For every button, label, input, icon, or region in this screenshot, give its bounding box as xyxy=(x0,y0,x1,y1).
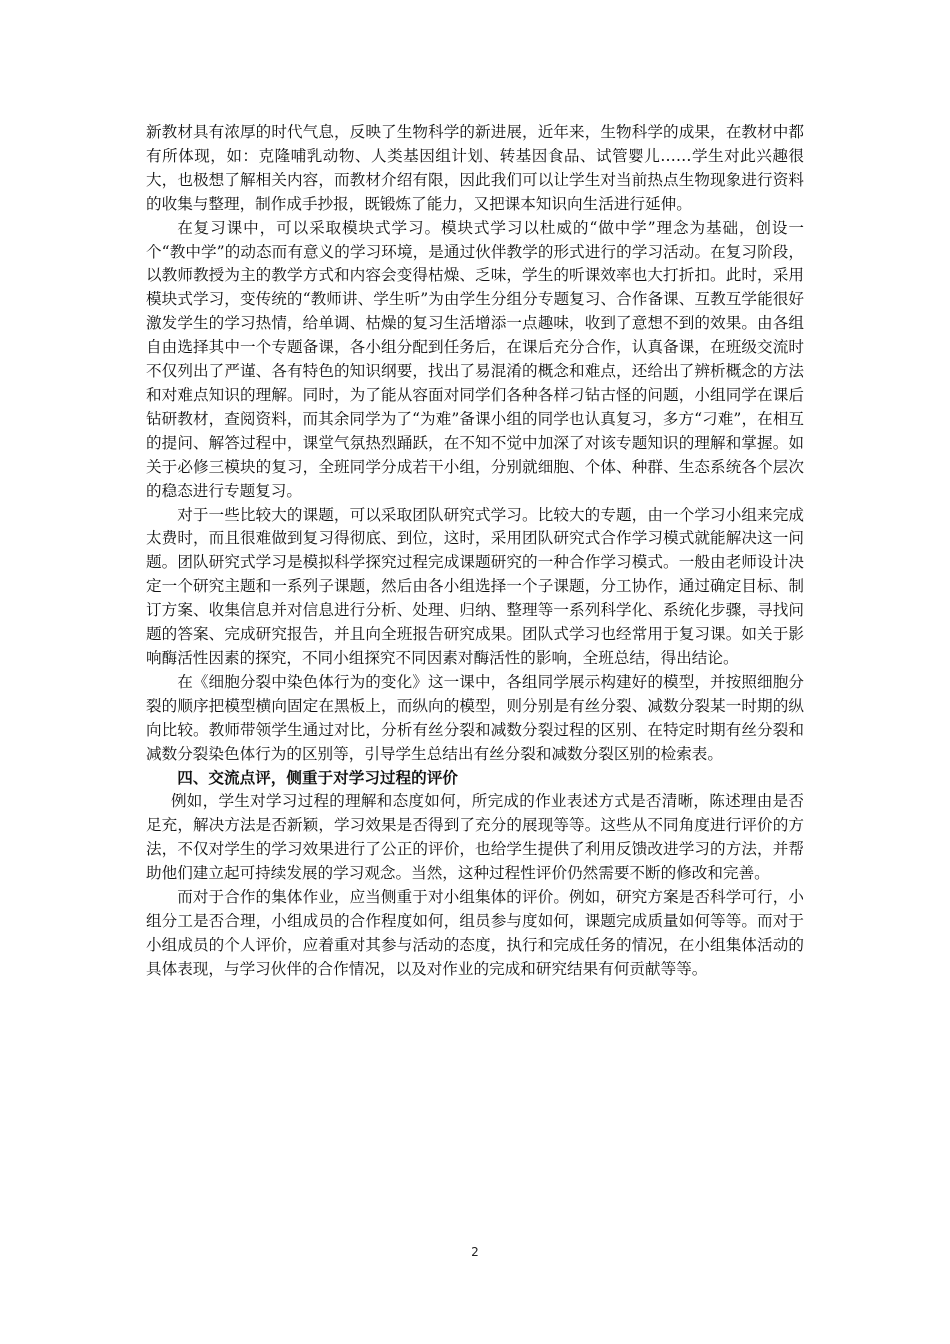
page-number: 2 xyxy=(471,1245,479,1259)
paragraph-hot-topics: 新教材具有浓厚的时代气息，反映了生物科学的新进展，近年来，生物科学的成果，在教材中都有所体现，如：克隆哺乳动物、人类基因组计划、转基因食品、试管婴儿……学生对此兴趣很大，也极想了解相关内容，而教材介绍有限，因此我们可以让学生对当前热点生物现象进行资料的收集与整理，制作成手抄报，既锻炼了能力，又把课本知识向生活进行延伸。 xyxy=(146,123,804,213)
paragraph-module-learning: 在复习课中，可以采取模块式学习。模块式学习以杜威的“做中学”理念为基础，创设一个“教中学”的动态而有意义的学习环境，是通过伙伴教学的形式进行的学习活动。在复习阶段，以教师教授为主的教学方式和内容会变得枯燥、乏味，学生的听课效率也大打折扣。此时，采用模块式学习，变传统的“教师讲、学生听”为由学生分组分专题复习、合作备课、互教互学能很好激发学生的学习热情，给单调、枯燥的复习生活增添一点趣味，收到了意想不到的效果。由各组自由选择其中一个专题备课，各小组分配到任务后，在课后充分合作，认真备课，在班级交流时不仅列出了严谨、各有特色的知识纲要，找出了易混淆的概念和难点，还给出了辨析概念的方法和对难点知识的理解。同时，为了能从容面对同学们各种各样刁钻古怪的问题，小组同学在课后钻研教材，查阅资料，而其余同学为了“为难”备课小组的同学也认真复习，多方“刁难”，在相互的提问、解答过程中，课堂气氛热烈踊跃，在不知不觉中加深了对该专题知识的理解和掌握。如关于必修三模块的复习，全班同学分成若干小组，分别就细胞、个体、种群、生态系统各个层次的稳态进行专题复习。 xyxy=(146,218,804,500)
paragraph-cell-division: 在《细胞分裂中染色体行为的变化》这一课中，各组同学展示构建好的模型，并按照细胞分裂的顺序把模型横向固定在黑板上，而纵向的模型，则分别是有丝分裂、减数分裂某一时期的纵向比较。教师带领学生通过对比，分析有丝分裂和减数分裂过程的区别、在特定时期有丝分裂和减数分裂染色体行为的区别等，引导学生总结出有丝分裂和减数分裂区别的检索表。 xyxy=(146,672,804,763)
paragraph-group-evaluation: 而对于合作的集体作业，应当侧重于对小组集体的评价。例如，研究方案是否科学可行，小组分工是否合理，小组成员的合作程度如何，组员参与度如何，课题完成质量如何等等。而对于小组成员的个人评价，应着重对其参与活动的态度，执行和完成任务的情况，在小组集体活动的具体表现，与学习伙伴的合作情况，以及对作业的完成和研究结果有何贡献等等。 xyxy=(146,888,804,978)
section-heading: 四、交流点评，侧重于对学习过程的评价 xyxy=(177,768,458,788)
document-page xyxy=(146,121,804,982)
paragraph-team-research: 对于一些比较大的课题，可以采取团队研究式学习。比较大的专题，由一个学习小组来完成太费时，而且很难做到复习得彻底、到位，这时，采用团队研究式合作学习模式就能解决这一问题。团队研究式学习是模拟科学探究过程完成课题研究的一种合作学习模式。一般由老师设计决定一个研究主题和一系列子课题，然后由各小组选择一个子课题，分工协作，通过确定目标、制订方案、收集信息并对信息进行分析、处理、归纳、整理等一系列科学化、系统化步骤，寻找问题的答案、完成研究报告，并且向全班报告研究成果。团队式学习也经常用于复习课。如关于影响酶活性因素的探究，不同小组探究不同因素对酶活性的影响，全班总结，得出结论。 xyxy=(146,505,804,667)
paragraph-process-evaluation: 例如，学生对学习过程的理解和态度如何，所完成的作业表述方式是否清晰，陈述理由是否足充，解决方法是否新颖，学习效果是否得到了充分的展现等等。这些从不同角度进行评价的方法，不仅对学生的学习效果进行了公正的评价，也给学生提供了利用反馈改进学习的方法，并帮助他们建立起可持续发展的学习观念。当然，这种过程性评价仍然需要不断的修改和完善。 xyxy=(146,792,804,883)
